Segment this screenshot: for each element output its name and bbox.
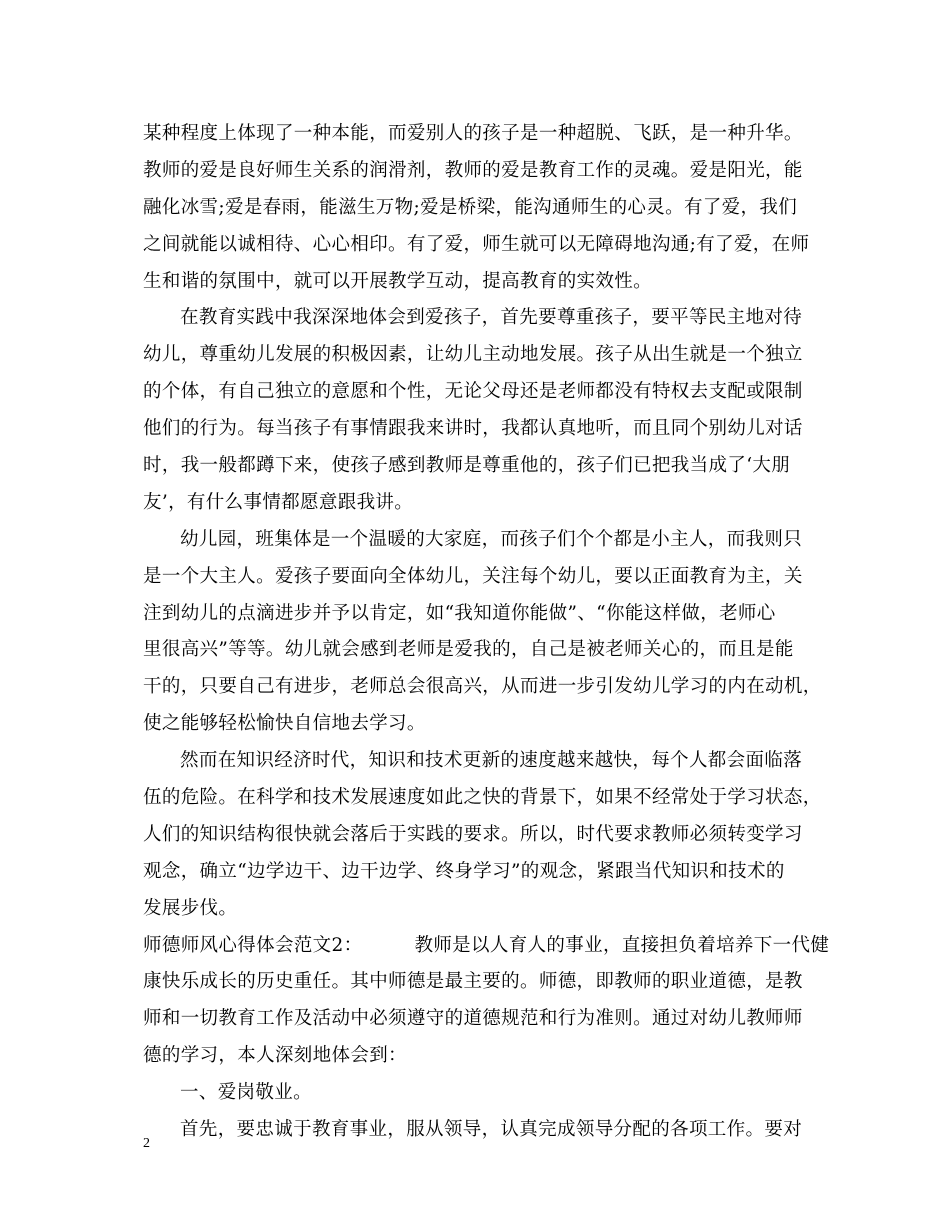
text-line: 他们的行为。每当孩子有事情跟我来讲时，我都认真地听，而且同个别幼儿对话 [143,418,803,440]
text-line: 时，我一般都蹲下来，使孩子感到教师是尊重他的，孩子们已把我当成了‘大朋 [143,455,791,477]
text-line: 是一个大主人。爱孩子要面向全体幼儿，关注每个幼儿，要以正面教育为主，关 [143,565,803,587]
text-line: 德的学习，本人深刻地体会到： [143,1045,407,1067]
text-line: 观念，确立“边学边干、边干边学、终身学习”的观念，紧跟当代知识和技术的 [143,860,785,882]
text-line: 某种程度上体现了一种本能，而爱别人的孩子是一种超脱、飞跃，是一种升华。 [143,123,803,144]
section-title: 一、爱岗敬业。 [180,1082,312,1104]
paragraph-start-line: 在教育实践中我深深地体会到爱孩子，首先要尊重孩子，要平等民主地对待 [180,307,803,329]
text-line: 伍的危险。在科学和技术发展速度如此之快的背景下，如果不经常处于学习状态， [143,787,822,809]
text-line: 友’，有什么事情都愿意跟我讲。 [143,491,414,513]
paragraph-start-line: 幼儿园，班集体是一个温暖的大家庭，而孩子们个个都是小主人，而我则只 [180,528,803,550]
essay-heading-label: 师德师风心得体会范文2： [143,934,363,956]
text-line: 教师的爱是良好师生关系的润滑剂，教师的爱是教育工作的灵魂。爱是阳光，能 [143,159,803,181]
text-line: 之间就能以诚相待、心心相印。有了爱，师生就可以无障碍地沟通;有了爱，在师 [143,233,810,255]
text-line: 注到幼儿的点滴进步并予以肯定，如“我知道你能做”、“你能这样做，老师心 [143,602,776,624]
paragraph-start-line: 然而在知识经济时代，知识和技术更新的速度越来越快，每个人都会面临落 [180,750,803,772]
document-body [143,116,830,1149]
text-line: 生和谐的氛围中，就可以开展教学互动，提高教育的实效性。 [143,270,652,292]
text-line: 师和一切教育工作及活动中必须遵守的道德规范和行为准则。通过对幼儿教师师 [143,1008,803,1030]
text-line: 里很高兴”等等。幼儿就会感到老师是爱我的，自己是被老师关心的，而且是能 [143,639,794,661]
text-line: 康快乐成长的历史重任。其中师德是最主要的。师德，即教师的职业道德，是教 [143,971,803,993]
essay-heading-line [143,928,830,965]
page-number: 2 [143,1136,150,1151]
paragraph-start-line: 首先，要忠诚于教育事业，服从领导，认真完成领导分配的各项工作。要对 [180,1119,803,1141]
text-line: 融化冰雪;爱是春雨，能滋生万物;爱是桥梁，能沟通师生的心灵。有了爱，我们 [143,196,798,218]
text-line: 使之能够轻松愉快自信地去学习。 [143,713,426,735]
text-line: 发展步伐。 [143,897,238,919]
text-line: 的个体，有自己独立的意愿和个性，无论父母还是老师都没有特权去支配或限制 [143,381,803,403]
text-line: 人们的知识结构很快就会落后于实践的要求。所以，时代要求教师必须转变学习 [143,823,803,845]
text-line: 幼儿，尊重幼儿发展的积极因素，让幼儿主动地发展。孩子从出生就是一个独立 [143,344,803,366]
essay-heading-text: 教师是以人育人的事业，直接担负着培养下一代健 [414,934,830,956]
text-line: 干的，只要自己有进步，老师总会很高兴，从而进一步引发幼儿学习的内在动机， [143,676,822,698]
